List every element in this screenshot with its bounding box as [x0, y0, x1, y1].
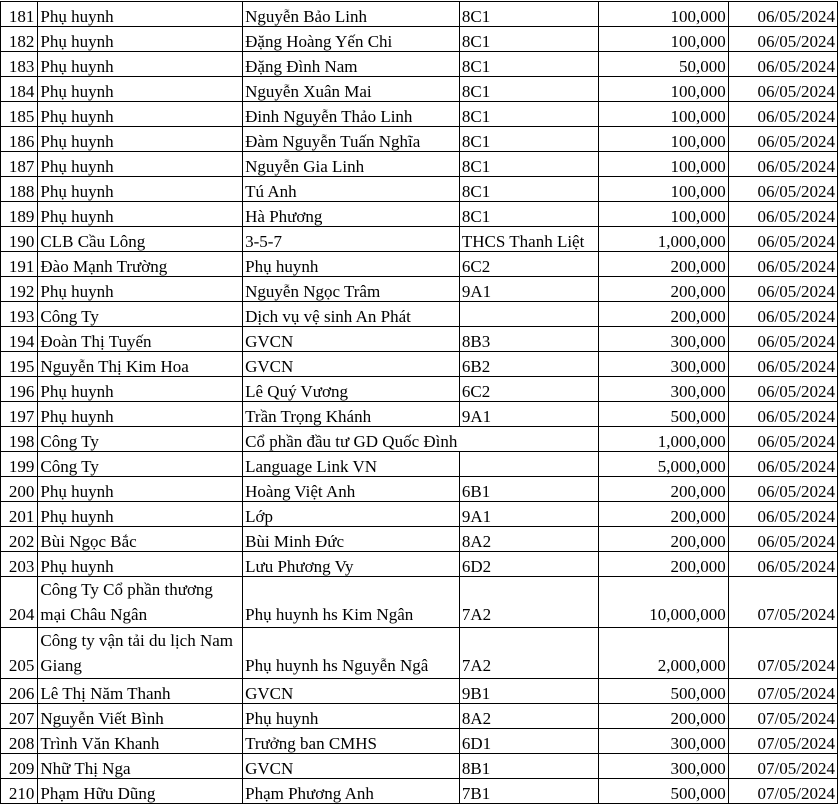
table-row — [1, 402, 838, 427]
date-cell: 06/05/2024 — [728, 227, 837, 252]
donor-name-cell: Công ty vận tải du lịch Nam Giang — [38, 628, 243, 679]
class-cell: 8C1 — [459, 102, 598, 127]
description-cell: Nguyễn Gia Linh — [243, 152, 460, 177]
row-number-cell: 193 — [1, 302, 38, 327]
class-cell: 9A1 — [459, 502, 598, 527]
class-cell: 8C1 — [459, 77, 598, 102]
row-number-cell: 189 — [1, 202, 38, 227]
table-row — [1, 52, 838, 77]
table-row — [1, 477, 838, 502]
table-row — [1, 427, 838, 452]
table-row — [1, 679, 838, 704]
table-row — [1, 177, 838, 202]
class-cell: 8C1 — [459, 202, 598, 227]
amount-cell: 5,000,000 — [598, 452, 728, 477]
table-row — [1, 502, 838, 527]
row-number-cell: 185 — [1, 102, 38, 127]
amount-cell: 2,000,000 — [598, 628, 728, 679]
class-cell: 7A2 — [459, 628, 598, 679]
amount-cell: 10,000,000 — [598, 577, 728, 628]
description-cell: Bùi Minh Đức — [243, 527, 460, 552]
row-number-cell: 182 — [1, 27, 38, 52]
description-cell: GVCN — [243, 679, 460, 704]
date-cell: 06/05/2024 — [728, 2, 837, 27]
class-cell: 6B2 — [459, 352, 598, 377]
amount-cell: 300,000 — [598, 327, 728, 352]
table-row — [1, 452, 838, 477]
row-number-cell: 192 — [1, 277, 38, 302]
row-number-cell: 187 — [1, 152, 38, 177]
date-cell: 06/05/2024 — [728, 177, 837, 202]
amount-cell: 50,000 — [598, 52, 728, 77]
class-cell: 8C1 — [459, 2, 598, 27]
amount-cell: 500,000 — [598, 779, 728, 804]
description-cell: Dịch vụ vệ sinh An Phát — [243, 302, 460, 327]
class-cell: 6D2 — [459, 552, 598, 577]
table-row — [1, 302, 838, 327]
donor-name-cell: Phụ huynh — [38, 202, 243, 227]
date-cell: 06/05/2024 — [728, 202, 837, 227]
date-cell: 06/05/2024 — [728, 277, 837, 302]
class-cell: 6C2 — [459, 377, 598, 402]
class-cell: 8C1 — [459, 27, 598, 52]
class-cell — [459, 302, 598, 327]
amount-cell: 300,000 — [598, 754, 728, 779]
row-number-cell: 197 — [1, 402, 38, 427]
date-cell: 07/05/2024 — [728, 679, 837, 704]
donor-name-cell: Công Ty Cổ phần thương mại Châu Ngân — [38, 577, 243, 628]
date-cell: 06/05/2024 — [728, 327, 837, 352]
date-cell: 06/05/2024 — [728, 377, 837, 402]
row-number-cell: 181 — [1, 2, 38, 27]
row-number-cell: 195 — [1, 352, 38, 377]
description-cell: Nguyễn Bảo Linh — [243, 2, 460, 27]
row-number-cell: 204 — [1, 577, 38, 628]
description-cell: Hoàng Việt Anh — [243, 477, 460, 502]
row-number-cell: 188 — [1, 177, 38, 202]
row-number-cell: 194 — [1, 327, 38, 352]
donor-name-cell: CLB Cầu Lông — [38, 227, 243, 252]
donor-name-cell: Phụ huynh — [38, 552, 243, 577]
table-row — [1, 252, 838, 277]
class-cell: 7A2 — [459, 577, 598, 628]
date-cell: 06/05/2024 — [728, 402, 837, 427]
description-cell: Cổ phần đầu tư GD Quốc Đình — [243, 427, 460, 452]
class-cell: 8B1 — [459, 754, 598, 779]
description-cell: Nguyễn Ngọc Trâm — [243, 277, 460, 302]
row-number-cell: 186 — [1, 127, 38, 152]
date-cell: 06/05/2024 — [728, 102, 837, 127]
amount-cell: 200,000 — [598, 704, 728, 729]
row-number-cell: 209 — [1, 754, 38, 779]
donor-name-cell: Nguyễn Viết Bình — [38, 704, 243, 729]
donor-name-cell: Phụ huynh — [38, 377, 243, 402]
donor-name-cell: Công Ty — [38, 452, 243, 477]
row-number-cell: 205 — [1, 628, 38, 679]
date-cell: 06/05/2024 — [728, 77, 837, 102]
table-row — [1, 628, 838, 679]
description-cell: Trưởng ban CMHS — [243, 729, 460, 754]
class-cell: 8C1 — [459, 152, 598, 177]
donor-name-cell: Nguyễn Thị Kim Hoa — [38, 352, 243, 377]
amount-cell: 100,000 — [598, 202, 728, 227]
description-cell: Lưu Phương Vy — [243, 552, 460, 577]
date-cell: 06/05/2024 — [728, 477, 837, 502]
description-cell: Hà Phương — [243, 202, 460, 227]
amount-cell: 500,000 — [598, 402, 728, 427]
description-cell: Đinh Nguyễn Thảo Linh — [243, 102, 460, 127]
row-number-cell: 190 — [1, 227, 38, 252]
table-row — [1, 2, 838, 27]
date-cell: 07/05/2024 — [728, 704, 837, 729]
class-cell: 6C2 — [459, 252, 598, 277]
donor-name-cell: Phạm Hữu Dũng — [38, 779, 243, 804]
row-number-cell: 184 — [1, 77, 38, 102]
row-number-cell: 210 — [1, 779, 38, 804]
date-cell: 06/05/2024 — [728, 502, 837, 527]
donor-name-cell: Đoàn Thị Tuyến — [38, 327, 243, 352]
amount-cell: 100,000 — [598, 127, 728, 152]
table-row — [1, 227, 838, 252]
table-row — [1, 577, 838, 628]
row-number-cell: 199 — [1, 452, 38, 477]
class-cell: 6B1 — [459, 477, 598, 502]
description-cell: Tú Anh — [243, 177, 460, 202]
description-cell: Lớp — [243, 502, 460, 527]
description-cell: GVCN — [243, 754, 460, 779]
date-cell: 07/05/2024 — [728, 577, 837, 628]
class-cell: 8C1 — [459, 177, 598, 202]
table-row — [1, 352, 838, 377]
row-number-cell: 207 — [1, 704, 38, 729]
donor-name-cell: Phụ huynh — [38, 102, 243, 127]
class-cell: 8C1 — [459, 127, 598, 152]
donor-name-cell: Trình Văn Khanh — [38, 729, 243, 754]
class-cell: 6D1 — [459, 729, 598, 754]
class-cell: 8A2 — [459, 527, 598, 552]
description-cell: Đặng Hoàng Yến Chi — [243, 27, 460, 52]
table-row — [1, 152, 838, 177]
amount-cell: 500,000 — [598, 679, 728, 704]
table-row — [1, 704, 838, 729]
amount-cell: 200,000 — [598, 477, 728, 502]
date-cell: 06/05/2024 — [728, 527, 837, 552]
row-number-cell: 201 — [1, 502, 38, 527]
donor-name-cell: Phụ huynh — [38, 152, 243, 177]
description-cell: Language Link VN — [243, 452, 460, 477]
amount-cell: 300,000 — [598, 729, 728, 754]
amount-cell: 100,000 — [598, 27, 728, 52]
class-cell: THCS Thanh Liệt — [459, 227, 598, 252]
class-cell: 9A1 — [459, 277, 598, 302]
amount-cell: 100,000 — [598, 177, 728, 202]
class-cell: 8B3 — [459, 327, 598, 352]
row-number-cell: 191 — [1, 252, 38, 277]
table-row — [1, 552, 838, 577]
date-cell: 06/05/2024 — [728, 302, 837, 327]
table-row — [1, 102, 838, 127]
date-cell: 06/05/2024 — [728, 252, 837, 277]
description-cell: GVCN — [243, 352, 460, 377]
date-cell: 06/05/2024 — [728, 52, 837, 77]
date-cell: 06/05/2024 — [728, 452, 837, 477]
table-row — [1, 27, 838, 52]
amount-cell: 200,000 — [598, 527, 728, 552]
donor-name-cell: Công Ty — [38, 427, 243, 452]
row-number-cell: 183 — [1, 52, 38, 77]
row-number-cell: 200 — [1, 477, 38, 502]
row-number-cell: 208 — [1, 729, 38, 754]
date-cell: 06/05/2024 — [728, 552, 837, 577]
description-cell — [243, 227, 460, 252]
donor-name-cell: Bùi Ngọc Bắc — [38, 527, 243, 552]
donor-name-cell: Phụ huynh — [38, 502, 243, 527]
table-row — [1, 202, 838, 227]
donor-name-cell: Phụ huynh — [38, 127, 243, 152]
date-cell: 06/05/2024 — [728, 27, 837, 52]
row-number-cell: 196 — [1, 377, 38, 402]
date-cell: 07/05/2024 — [728, 628, 837, 679]
row-number-cell: 202 — [1, 527, 38, 552]
date-cell: 06/05/2024 — [728, 152, 837, 177]
date-cell: 06/05/2024 — [728, 427, 837, 452]
description-cell: Phụ huynh — [243, 252, 460, 277]
donation-table — [0, 1, 838, 804]
donor-name-cell: Nhữ Thị Nga — [38, 754, 243, 779]
table-row — [1, 327, 838, 352]
description-cell: Phụ huynh hs Nguyễn Ngâ — [243, 628, 460, 679]
class-cell: 9A1 — [459, 402, 598, 427]
donor-name-cell: Công Ty — [38, 302, 243, 327]
table-row — [1, 754, 838, 779]
date-cell: 06/05/2024 — [728, 127, 837, 152]
donor-name-cell: Phụ huynh — [38, 2, 243, 27]
table-row — [1, 277, 838, 302]
amount-cell: 100,000 — [598, 77, 728, 102]
amount-cell: 1,000,000 — [598, 427, 728, 452]
amount-cell: 300,000 — [598, 352, 728, 377]
row-number-cell: 198 — [1, 427, 38, 452]
row-number-cell: 206 — [1, 679, 38, 704]
description-cell: Nguyễn Xuân Mai — [243, 77, 460, 102]
class-cell — [459, 452, 598, 477]
donor-name-cell: Phụ huynh — [38, 52, 243, 77]
class-cell: 9B1 — [459, 679, 598, 704]
donor-name-cell: Lê Thị Năm Thanh — [38, 679, 243, 704]
description-text: 3-5-7 — [245, 232, 282, 251]
donor-name-cell: Phụ huynh — [38, 77, 243, 102]
amount-cell: 1,000,000 — [598, 227, 728, 252]
amount-cell: 200,000 — [598, 552, 728, 577]
amount-cell: 200,000 — [598, 302, 728, 327]
amount-cell: 200,000 — [598, 277, 728, 302]
table-row — [1, 527, 838, 552]
amount-cell: 100,000 — [598, 102, 728, 127]
description-cell: Lê Quý Vương — [243, 377, 460, 402]
donor-name-cell: Phụ huynh — [38, 402, 243, 427]
description-cell: Đàm Nguyễn Tuấn Nghĩa — [243, 127, 460, 152]
amount-cell: 100,000 — [598, 2, 728, 27]
class-cell: 8C1 — [459, 52, 598, 77]
donor-name-cell: Phụ huynh — [38, 477, 243, 502]
amount-cell: 100,000 — [598, 152, 728, 177]
date-cell: 07/05/2024 — [728, 754, 837, 779]
class-cell — [459, 427, 598, 452]
date-cell: 06/05/2024 — [728, 352, 837, 377]
class-cell: 7B1 — [459, 779, 598, 804]
amount-cell: 200,000 — [598, 252, 728, 277]
table-row — [1, 779, 838, 804]
date-cell: 07/05/2024 — [728, 779, 837, 804]
table-row — [1, 127, 838, 152]
donor-name-cell: Phụ huynh — [38, 27, 243, 52]
amount-cell: 200,000 — [598, 502, 728, 527]
amount-cell: 300,000 — [598, 377, 728, 402]
donor-name-cell: Đào Mạnh Trường — [38, 252, 243, 277]
donor-name-cell: Phụ huynh — [38, 277, 243, 302]
row-number-cell: 203 — [1, 552, 38, 577]
description-cell: GVCN — [243, 327, 460, 352]
description-cell: Phụ huynh hs Kim Ngân — [243, 577, 460, 628]
table-row — [1, 729, 838, 754]
description-cell: Đặng Đình Nam — [243, 52, 460, 77]
description-cell: Phạm Phương Anh — [243, 779, 460, 804]
class-cell: 8A2 — [459, 704, 598, 729]
table-body — [1, 2, 838, 804]
description-cell: Phụ huynh — [243, 704, 460, 729]
description-cell: Trần Trọng Khánh — [243, 402, 460, 427]
table-row — [1, 77, 838, 102]
donor-name-cell: Phụ huynh — [38, 177, 243, 202]
date-cell: 07/05/2024 — [728, 729, 837, 754]
table-row — [1, 377, 838, 402]
